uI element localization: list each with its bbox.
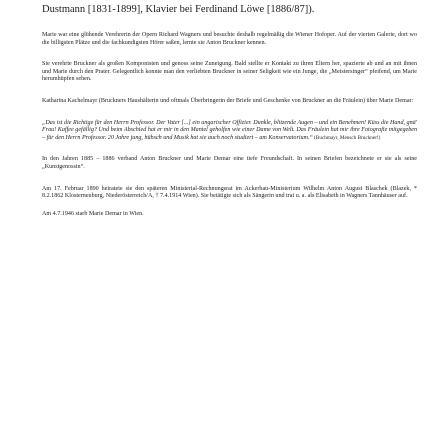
paragraph-friendship: In den Jahren 1885 – 1886 verband Anton Bruckner und Marie Demar eine tiefe Freundschaft. In seinen Briefen bezeichnete er sie als seine „Kunstgenossin“. — [42, 156, 417, 170]
paragraph-marriage: Am 17. Februar 1890 heiratete sie den späteren Ministerial-Rechnungsrat im Ackerbau-Ministerium Wilhelm Anton August Blaschek (Blazek, * 8.2.1862 Klosterneuburg, Niederösterreich/A, † 7.4.1914 Wien). Sie betätigte sich als Sängerin und trat u. a. als Elisabeth in Wagners Tannhäuser auf. — [42, 185, 417, 200]
paragraph-death: Am 4.7.1946 starb Marie Demar in Wien. — [42, 210, 144, 217]
quote-source: (Buchmayr, Mensch Bruckner!) — [312, 134, 381, 141]
quote-text: „Das ist die Richtige für den Herrn Professor. Der Vater [...] ein ungarischer Offizier. Dunkle, blitzende Augen – und ein Benehmen! Küss die Hand, gnä' Frau! Kaffee gefällig? Und beim Abschied hat er mir in den Mantel geholfen wie einer Dame von Welt. Das Fräulein hat mir ihre Fotografie mitgegeben – für den Herrn Professor. 20 Jahre jung, hübsch und Musik hat sie auch noch studiert – am Konservatorium.“ — [42, 119, 417, 141]
heading-line: Dustmann [1831-1899], Klavier bei Ferdinand Löwe [1886/87]). — [42, 4, 315, 15]
paragraph-kachelmayr: Katharina Kachelmayr (Bruckners Haushälterin und oftmals Überbringerin der Briefe und Geschenke von Bruckner an die Fräulein) über Marie Demar: — [42, 97, 414, 104]
quotation — [42, 120, 417, 143]
paragraph-wagner: Marie war eine glühende Verehrerin der Opern Richard Wagners und besuchte deshalb regelmäßig die Wiener Hofoper. Auf der vierten Galerie, dort wo die billigsten Plätze und die fachkundigsten Hörer saßen, lernte sie Anton Bruckner kennen. — [42, 32, 417, 46]
paragraph-bruckner: Sie verehrte Bruckner als großen Komponisten und genoss seine Zuneigung. Bald stellte er Kontakt zu ihren Eltern her, spazierte ab und an mit ihnen und Marie durch den Prater. Gelegentlich konnte man den verliebten Bruckner in seiner Seligkeit wie ein Junge, die „Meistersinger“ pfeifend, um Marie herumhüpfen sehen. — [42, 61, 417, 83]
